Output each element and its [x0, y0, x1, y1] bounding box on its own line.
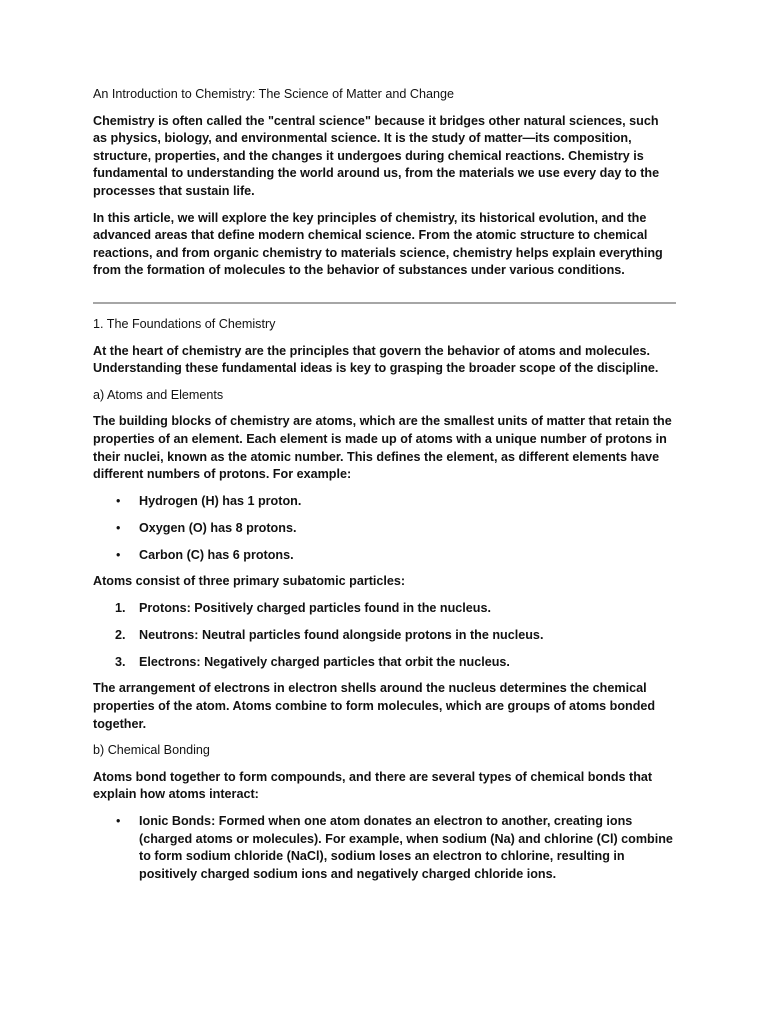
- list-item: [93, 520, 676, 538]
- list-item-text: Carbon (C) has 6 protons.: [139, 547, 294, 562]
- list-item-text: Electrons: Negatively charged particles that orbit the nucleus.: [139, 654, 510, 669]
- intro-paragraph-2: In this article, we will explore the key principles of chemistry, its historical evolution, and the advanced areas that define modern chemical science. From the atomic structure to chemical reactions, and from organic chemistry to materials science, chemistry helps explain everything from the formation of molecules to the behavior of substances under various conditions.: [93, 210, 663, 278]
- list-number: 3.: [115, 654, 126, 669]
- list-item: [93, 493, 676, 511]
- subsection-heading-bonding: b) Chemical Bonding: [93, 743, 210, 758]
- list-item: [93, 627, 676, 645]
- list-item-text: Ionic Bonds: Formed when one atom donates an electron to another, creating ions (charged atoms or molecules). For example, when sodium (Na) and chlorine (Cl) combine to form sodium chloride (NaCl), sodium loses an electron to chlorine, resulting in positively charged sodium ions and negatively charged chloride ions.: [139, 813, 673, 881]
- intro-paragraph-1: Chemistry is often called the "central science" because it bridges other natural sciences, such as physics, biology, and environmental science. It is the study of matter—its composition, structure, properties, and the changes it undergoes during chemical reactions. Chemistry is fundamental to understanding the world around us, from the materials we use every day to the processes that sustain life.: [93, 113, 660, 198]
- atoms-paragraph: The building blocks of chemistry are atoms, which are the smallest units of matter that retain the properties of an element. Each element is made up of atoms with a unique number of protons in their nuclei, known as the atomic number. This defines the element, as different elements have different numbers of protons. For example:: [93, 414, 672, 482]
- list-item: [93, 600, 676, 618]
- list-number: 2.: [115, 627, 126, 642]
- protons-bullet-list: [93, 493, 676, 565]
- bullet-icon: •: [116, 813, 121, 828]
- subsection-heading-atoms: a) Atoms and Elements: [93, 387, 224, 402]
- bullet-icon: •: [116, 520, 121, 535]
- list-item: [93, 813, 676, 883]
- bonds-bullet-list: [93, 813, 676, 883]
- list-item-text: Neutrons: Neutral particles found alongside protons in the nucleus.: [139, 627, 544, 642]
- bullet-icon: •: [116, 547, 121, 562]
- list-number: 1.: [115, 600, 126, 615]
- list-item: [93, 547, 676, 565]
- list-item-text: Protons: Positively charged particles found in the nucleus.: [139, 600, 491, 615]
- bonding-paragraph: Atoms bond together to form compounds, and there are several types of chemical bonds that explain how atoms interact:: [93, 769, 653, 802]
- section-intro: At the heart of chemistry are the principles that govern the behavior of atoms and molecules. Understanding these fundamental ideas is key to grasping the broader scope of the discipline.: [93, 343, 659, 376]
- list-item-text: Hydrogen (H) has 1 proton.: [139, 493, 302, 508]
- bullet-icon: •: [116, 493, 121, 508]
- particles-intro: Atoms consist of three primary subatomic particles:: [93, 574, 406, 589]
- atoms-closing-paragraph: The arrangement of electrons in electron shells around the nucleus determines the chemical properties of the atom. Atoms combine to form molecules, which are groups of atoms bonded together.: [93, 681, 656, 731]
- list-item: [93, 654, 676, 672]
- list-item-text: Oxygen (O) has 8 protons.: [139, 520, 297, 535]
- document-title: An Introduction to Chemistry: The Science of Matter and Change: [93, 87, 454, 101]
- particles-numbered-list: [93, 600, 676, 672]
- section-heading: 1. The Foundations of Chemistry: [93, 316, 276, 331]
- section-divider: [93, 302, 676, 304]
